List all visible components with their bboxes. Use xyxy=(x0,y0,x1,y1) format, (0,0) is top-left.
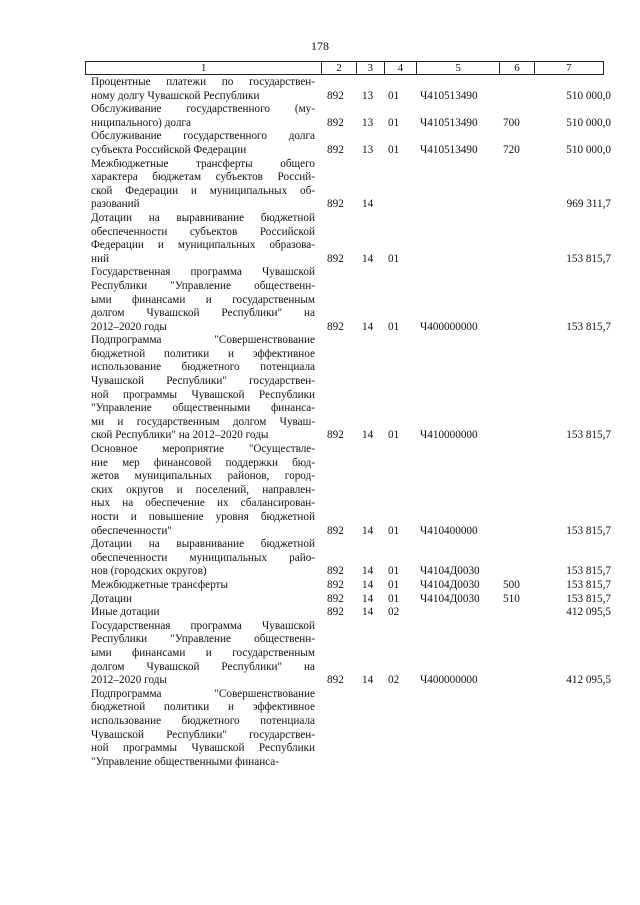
description-line: ние мер финансовой поддержки бюд- xyxy=(91,456,315,469)
header-col-5: 5 xyxy=(417,62,500,74)
cell-c5: Ч410400000 xyxy=(420,524,478,537)
description-line: Основное мероприятие "Осуществле- xyxy=(91,443,315,456)
cell-c7: 153 815,7 xyxy=(566,524,611,537)
description-line: ыми финансами и государственным xyxy=(91,293,315,306)
cell-c4: 01 xyxy=(388,565,400,578)
table-row xyxy=(91,334,611,443)
cell-c3: 14 xyxy=(362,524,374,537)
cell-c4: 01 xyxy=(388,592,400,605)
description-line: Федерации и муниципальных образова- xyxy=(91,239,315,252)
description-line: использование бюджетного потенциала xyxy=(91,714,315,727)
cell-c4: 01 xyxy=(388,429,400,442)
cell-c4: 01 xyxy=(388,89,400,102)
cell-c6: 500 xyxy=(503,578,520,591)
cell-c4: 01 xyxy=(388,320,400,333)
cell-c3: 14 xyxy=(362,320,374,333)
cell-c7: 412 095,5 xyxy=(566,606,611,619)
table-row xyxy=(91,212,611,266)
description-line: Иные дотации xyxy=(91,606,160,619)
description-line: Межбюджетные трансферты общего xyxy=(91,157,315,170)
description-line: обеспеченности" xyxy=(91,524,172,537)
cell-c3: 13 xyxy=(362,116,374,129)
description-line: характера бюджетам субъектов Россий- xyxy=(91,171,315,184)
description-line: ных на обеспечение их сбалансирован- xyxy=(91,497,315,510)
header-col-1: 1 xyxy=(86,62,322,74)
description-line: использование бюджетного потенциала xyxy=(91,361,315,374)
description-line: 2012–2020 годы xyxy=(91,320,167,333)
description-line: разований xyxy=(91,198,140,211)
cell-c5: Ч410513490 xyxy=(420,143,478,156)
description-line: "Управление общественными финанса- xyxy=(91,755,279,768)
table-header xyxy=(85,61,604,75)
cell-c2: 892 xyxy=(327,89,344,102)
description-line: Государственная программа Чувашской xyxy=(91,266,315,279)
cell-c6: 510 xyxy=(503,592,520,605)
description-line: Республики "Управление общественн- xyxy=(91,279,315,292)
description-line: субъекта Российской Федерации xyxy=(91,143,247,156)
table-row xyxy=(91,593,611,607)
cell-c7: 510 000,0 xyxy=(566,89,611,102)
header-col-6: 6 xyxy=(500,62,535,74)
description-line: бюджетной политики и эффективное xyxy=(91,347,315,360)
header-col-2: 2 xyxy=(322,62,357,74)
cell-c7: 153 815,7 xyxy=(566,565,611,578)
page-number: 178 xyxy=(311,39,329,53)
description-line: Подпрограмма "Совершенствование xyxy=(91,334,315,347)
table-row xyxy=(91,538,611,579)
description-line: ной программы Чувашской Республики xyxy=(91,388,315,401)
cell-c3: 13 xyxy=(362,89,374,102)
table-row xyxy=(91,620,611,688)
cell-c5: Ч410513490 xyxy=(420,116,478,129)
cell-c7: 153 815,7 xyxy=(566,252,611,265)
cell-c4: 01 xyxy=(388,578,400,591)
table-body xyxy=(91,76,611,769)
header-col-7: 7 xyxy=(566,62,572,74)
description-line: ности и повышение уровня бюджетной xyxy=(91,511,315,523)
cell-c3: 14 xyxy=(362,429,374,442)
description-line: Обслуживание государственного долга xyxy=(91,130,315,143)
description-line: Дотации на выравнивание бюджетной xyxy=(91,538,315,551)
cell-c3: 13 xyxy=(362,143,374,156)
description-line: Процентные платежи по государствен- xyxy=(91,76,315,88)
cell-c2: 892 xyxy=(327,565,344,578)
description-line: бюджетной политики и эффективное xyxy=(91,701,315,714)
cell-c2: 892 xyxy=(327,592,344,605)
cell-c7: 510 000,0 xyxy=(566,143,611,156)
cell-c5: Ч400000000 xyxy=(420,674,478,687)
description-line: обеспеченности субъектов Российской xyxy=(91,225,315,238)
description-line: Дотации xyxy=(91,592,133,605)
description-line: обеспеченности муниципальных райо- xyxy=(91,551,315,564)
cell-c2: 892 xyxy=(327,143,344,156)
cell-c7: 153 815,7 xyxy=(566,320,611,333)
cell-c4: 01 xyxy=(388,143,400,156)
description-line: ских округов и поселений, направлен- xyxy=(91,483,315,496)
cell-c4: 01 xyxy=(388,524,400,537)
description-line: жетов муниципальных районов, город- xyxy=(91,470,315,483)
description-line: ыми финансами и государственным xyxy=(91,646,315,659)
table-row xyxy=(91,606,611,620)
cell-c7: 153 815,7 xyxy=(566,578,611,591)
cell-c3: 14 xyxy=(362,606,374,619)
description-line: Чувашской Республики" государствен- xyxy=(91,375,315,388)
description-line: Чувашской Республики" государствен- xyxy=(91,728,315,741)
table-row xyxy=(91,579,611,593)
table-row xyxy=(91,266,611,334)
table-row xyxy=(91,688,611,770)
cell-c7: 153 815,7 xyxy=(566,429,611,442)
description-line: "Управление общественными финанса- xyxy=(91,402,315,415)
description-line: долгом Чувашской Республики" на xyxy=(91,307,315,320)
cell-c3: 14 xyxy=(362,578,374,591)
row-description xyxy=(91,334,315,443)
cell-c7: 969 311,7 xyxy=(566,198,611,211)
description-line: Республики "Управление общественн- xyxy=(91,633,315,646)
cell-c3: 14 xyxy=(362,565,374,578)
description-line: ниципального) долга xyxy=(91,116,191,129)
cell-c5: Ч4104Д0030 xyxy=(420,578,480,591)
cell-c4: 01 xyxy=(388,116,400,129)
description-line: Обслуживание государственного (му- xyxy=(91,103,315,116)
description-line: Дотации на выравнивание бюджетной xyxy=(91,211,315,224)
description-line: ской Республики" на 2012–2020 годы xyxy=(91,429,269,442)
cell-c4: 01 xyxy=(388,252,400,265)
cell-c2: 892 xyxy=(327,429,344,442)
cell-c3: 14 xyxy=(362,674,374,687)
description-line: Подпрограмма "Совершенствование xyxy=(91,687,315,700)
description-line: ний xyxy=(91,252,109,265)
cell-c5: Ч400000000 xyxy=(420,320,478,333)
cell-c6: 700 xyxy=(503,116,520,129)
cell-c2: 892 xyxy=(327,320,344,333)
cell-c7: 412 095,5 xyxy=(566,674,611,687)
header-col-4: 4 xyxy=(385,62,418,74)
cell-c2: 892 xyxy=(327,116,344,129)
cell-c7: 153 815,7 xyxy=(566,592,611,605)
cell-c3: 14 xyxy=(362,252,374,265)
cell-c5: Ч410000000 xyxy=(420,429,478,442)
table-row xyxy=(91,76,611,103)
cell-c2: 892 xyxy=(327,252,344,265)
table-row xyxy=(91,158,611,212)
description-line: нов (городских округов) xyxy=(91,565,207,578)
description-line: Государственная программа Чувашской xyxy=(91,619,315,632)
cell-c2: 892 xyxy=(327,524,344,537)
cell-c3: 14 xyxy=(362,198,374,211)
cell-c6: 720 xyxy=(503,143,520,156)
cell-c7: 510 000,0 xyxy=(566,116,611,129)
cell-c4: 02 xyxy=(388,674,400,687)
description-line: ной программы Чувашской Республики xyxy=(91,742,315,755)
description-line: Межбюджетные трансферты xyxy=(91,578,228,591)
cell-c5: Ч410513490 xyxy=(420,89,478,102)
cell-c5: Ч4104Д0030 xyxy=(420,565,480,578)
cell-c4: 02 xyxy=(388,606,400,619)
cell-c3: 14 xyxy=(362,592,374,605)
description-line: ской Федерации и муниципальных об- xyxy=(91,184,315,197)
description-line: 2012–2020 годы xyxy=(91,674,167,687)
description-line: долгом Чувашской Республики" на xyxy=(91,660,315,673)
table-row xyxy=(91,103,611,130)
cell-c2: 892 xyxy=(327,578,344,591)
header-col-3: 3 xyxy=(357,62,385,74)
cell-c5: Ч4104Д0030 xyxy=(420,592,480,605)
table-row xyxy=(91,443,611,538)
table-row xyxy=(91,130,611,157)
cell-c2: 892 xyxy=(327,674,344,687)
description-line: ми и государственным долгом Чуваш- xyxy=(91,415,315,428)
cell-c2: 892 xyxy=(327,198,344,211)
cell-c2: 892 xyxy=(327,606,344,619)
description-line: ному долгу Чувашской Республики xyxy=(91,89,260,102)
